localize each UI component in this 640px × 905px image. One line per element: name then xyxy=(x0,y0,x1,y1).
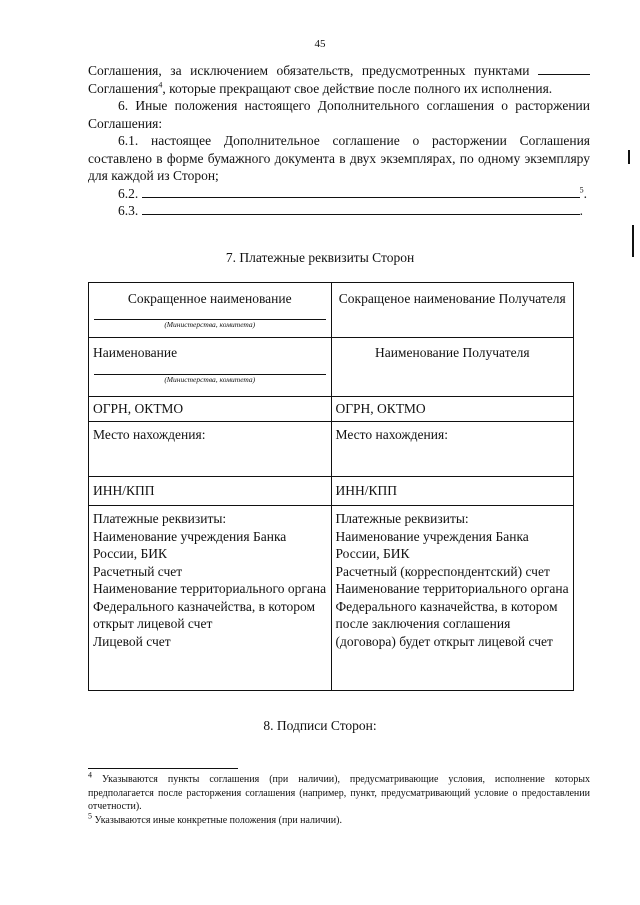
table-cell: Сокращенное наименование (Министерства, комитета) xyxy=(89,283,332,338)
fill-line xyxy=(142,185,580,198)
table-row xyxy=(89,283,574,338)
scan-edge-mark xyxy=(632,225,634,257)
table-row xyxy=(89,397,574,422)
footnote-separator xyxy=(88,768,238,769)
payment-details-table xyxy=(88,282,574,691)
table-cell: Наименование (Министерства, комитета) xyxy=(89,338,332,397)
table-row xyxy=(89,477,574,506)
table-cell: Платежные реквизиты: Наименование учреждения Банка России, БИК Расчетный счет Наименование территориального органа Федерального казначейства, в котором открыт лицевой счет Лицевой счет xyxy=(89,506,332,691)
footnote-5: $^5$ Указываются иные конкретные положения (при наличии). xyxy=(88,811,342,826)
paragraph-6: 6. Иные положения настоящего Дополнительного соглашения о расторжении Соглашения: xyxy=(88,98,590,131)
blank-line xyxy=(538,63,590,75)
page-number: 45 xyxy=(314,38,326,50)
section-7-title: 7. Платежные реквизиты Сторон xyxy=(225,250,415,265)
table-cell: Платежные реквизиты: Наименование учреждения Банка России, БИК Расчетный (корреспондентский) счет Наименование территориального органа Федерального казначейства, в котором после заключения соглашения (договора) будет открыт лицевой счет xyxy=(331,506,574,691)
footnote-ref-4: 4 xyxy=(158,80,163,89)
table-cell: Место нахождения: xyxy=(331,422,574,477)
table-cell: ОГРН, ОКТМО xyxy=(89,397,332,422)
table-cell: ИНН/КПП xyxy=(331,477,574,506)
table-row xyxy=(89,422,574,477)
footnotes xyxy=(88,770,590,827)
footnote-4: $^4$ Указываются пункты соглашения (при наличии), предусматривающие условия, исполнение которых предполагается после расторжения соглашения (например, пункт, предусматривающий условие о предоставлении отчетности). xyxy=(88,770,590,812)
paragraph-6-1: 6.1. настоящее Дополнительное соглашение о расторжении Соглашения составлено в форме бумажного документа в двух экземплярах, по одному экземпляру для каждой из Сторон; xyxy=(88,133,590,183)
table-cell: Сокращеное наименование Получателя xyxy=(331,283,574,338)
table-row xyxy=(89,338,574,397)
fill-line xyxy=(142,202,580,215)
table-cell: Наименование Получателя xyxy=(331,338,574,397)
paragraph-continuation: Соглашения, за исключением обязательств, предусмотренных пунктами Соглашения$^4$, которые прекращают свое действие после полного их исполнения. xyxy=(88,62,590,97)
paragraph-6-2: 6.2. $^5$. xyxy=(118,185,587,201)
table-cell: ОГРН, ОКТМО xyxy=(331,397,574,422)
body-text xyxy=(88,62,590,220)
paragraph-6-3: 6.3. . xyxy=(118,203,583,218)
section-8-title: 8. Подписи Сторон: xyxy=(263,718,377,733)
table-cell: ИНН/КПП xyxy=(89,477,332,506)
footnote-ref-5: 5 xyxy=(579,185,584,194)
table-cell: Место нахождения: xyxy=(89,422,332,477)
scan-edge-mark xyxy=(628,150,630,164)
table-row xyxy=(89,506,574,691)
